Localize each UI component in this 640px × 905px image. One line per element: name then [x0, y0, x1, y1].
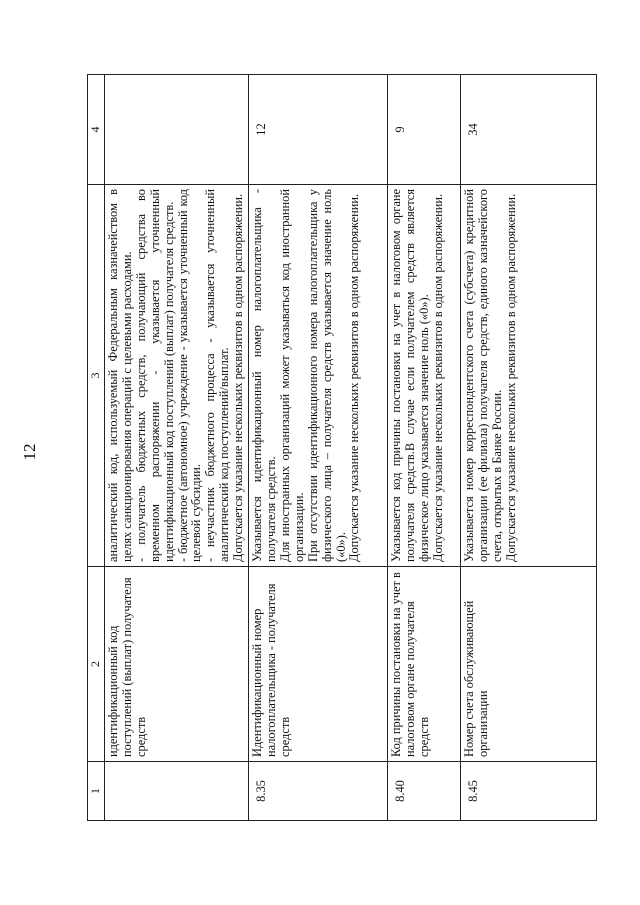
field-size: 34 — [461, 75, 597, 185]
table-row — [388, 75, 461, 821]
row-number: 8.40 — [388, 762, 461, 821]
requisite-description — [105, 185, 249, 567]
description-line: При отсутствии идентификационного номера налогоплательщика у физического лица – получателя средств указывается значение ноль («0»). — [305, 189, 348, 562]
description-line: Для иностранных организаций может указываться код иностранной организации. — [277, 189, 306, 562]
field-size: 12 — [249, 75, 388, 185]
table-row — [105, 75, 249, 821]
rotated-page-content — [87, 75, 597, 821]
description-line: - получатель бюджетных средств, получающий средства во временном распоряжении - указывается уточненный идентификационный код поступлений (выплат) получателя средств. — [133, 189, 176, 562]
table-row — [249, 75, 388, 821]
description-line: Допускается указание нескольких реквизитов в одном распоряжении. — [231, 193, 246, 562]
description-line: - бюджетное (автономное) учреждение - указывается уточненный код целевой субсидии. — [175, 189, 204, 562]
requisites-table — [87, 74, 597, 821]
table-header-row — [88, 75, 105, 821]
description-line: Допускается указание нескольких реквизитов в одном распоряжении. — [430, 193, 445, 562]
requisite-description — [461, 185, 597, 567]
requisite-name: идентификационный код поступлений (выплат) получателя средств — [105, 567, 249, 762]
header-cell-2: 2 — [88, 567, 105, 762]
description-line: Допускается указание нескольких реквизитов в одном распоряжении. — [503, 193, 518, 562]
table-row — [461, 75, 597, 821]
description-line: Указывается номер корреспондентского счета (субсчета) кредитной организации (ее филиала) получателя средств, единого казначейского счета, открытых в Банке России. — [462, 189, 504, 562]
field-size — [105, 75, 249, 185]
requisite-name: Идентификационный номер налогоплательщика - получателя средств — [249, 567, 388, 762]
header-cell-4: 4 — [88, 75, 105, 185]
description-line: аналитический код, используемый Федеральным казначейством в целях санкционирования операций с целевыми расходами. — [106, 189, 134, 562]
description-line: Допускается указание нескольких реквизитов в одном распоряжении. — [347, 193, 362, 562]
header-cell-3: 3 — [88, 185, 105, 567]
description-line: Указывается код причины постановки на учет в налоговом органе получателя средств.В случае если получателем средств является физическое лицо указывается значение ноль («0»). — [389, 189, 431, 562]
header-cell-1: 1 — [88, 762, 105, 821]
description-line: Указывается идентификационный номер налогоплательщика - получателя средств. — [250, 189, 278, 562]
page-number: 12 — [20, 443, 39, 461]
requisite-description — [388, 185, 461, 567]
requisite-description — [249, 185, 388, 567]
row-number: 8.35 — [249, 762, 388, 821]
requisite-name: Номер счета обслуживающей организации — [461, 567, 597, 762]
field-size: 9 — [388, 75, 461, 185]
requisite-name: Код причины постановки на учет в налоговом органе получателя средств — [388, 567, 461, 762]
description-line: - неучастник бюджетного процесса - указывается уточненный аналитический код поступлений/выплат. — [203, 189, 232, 562]
row-number — [105, 762, 249, 821]
row-number: 8.45 — [461, 762, 597, 821]
